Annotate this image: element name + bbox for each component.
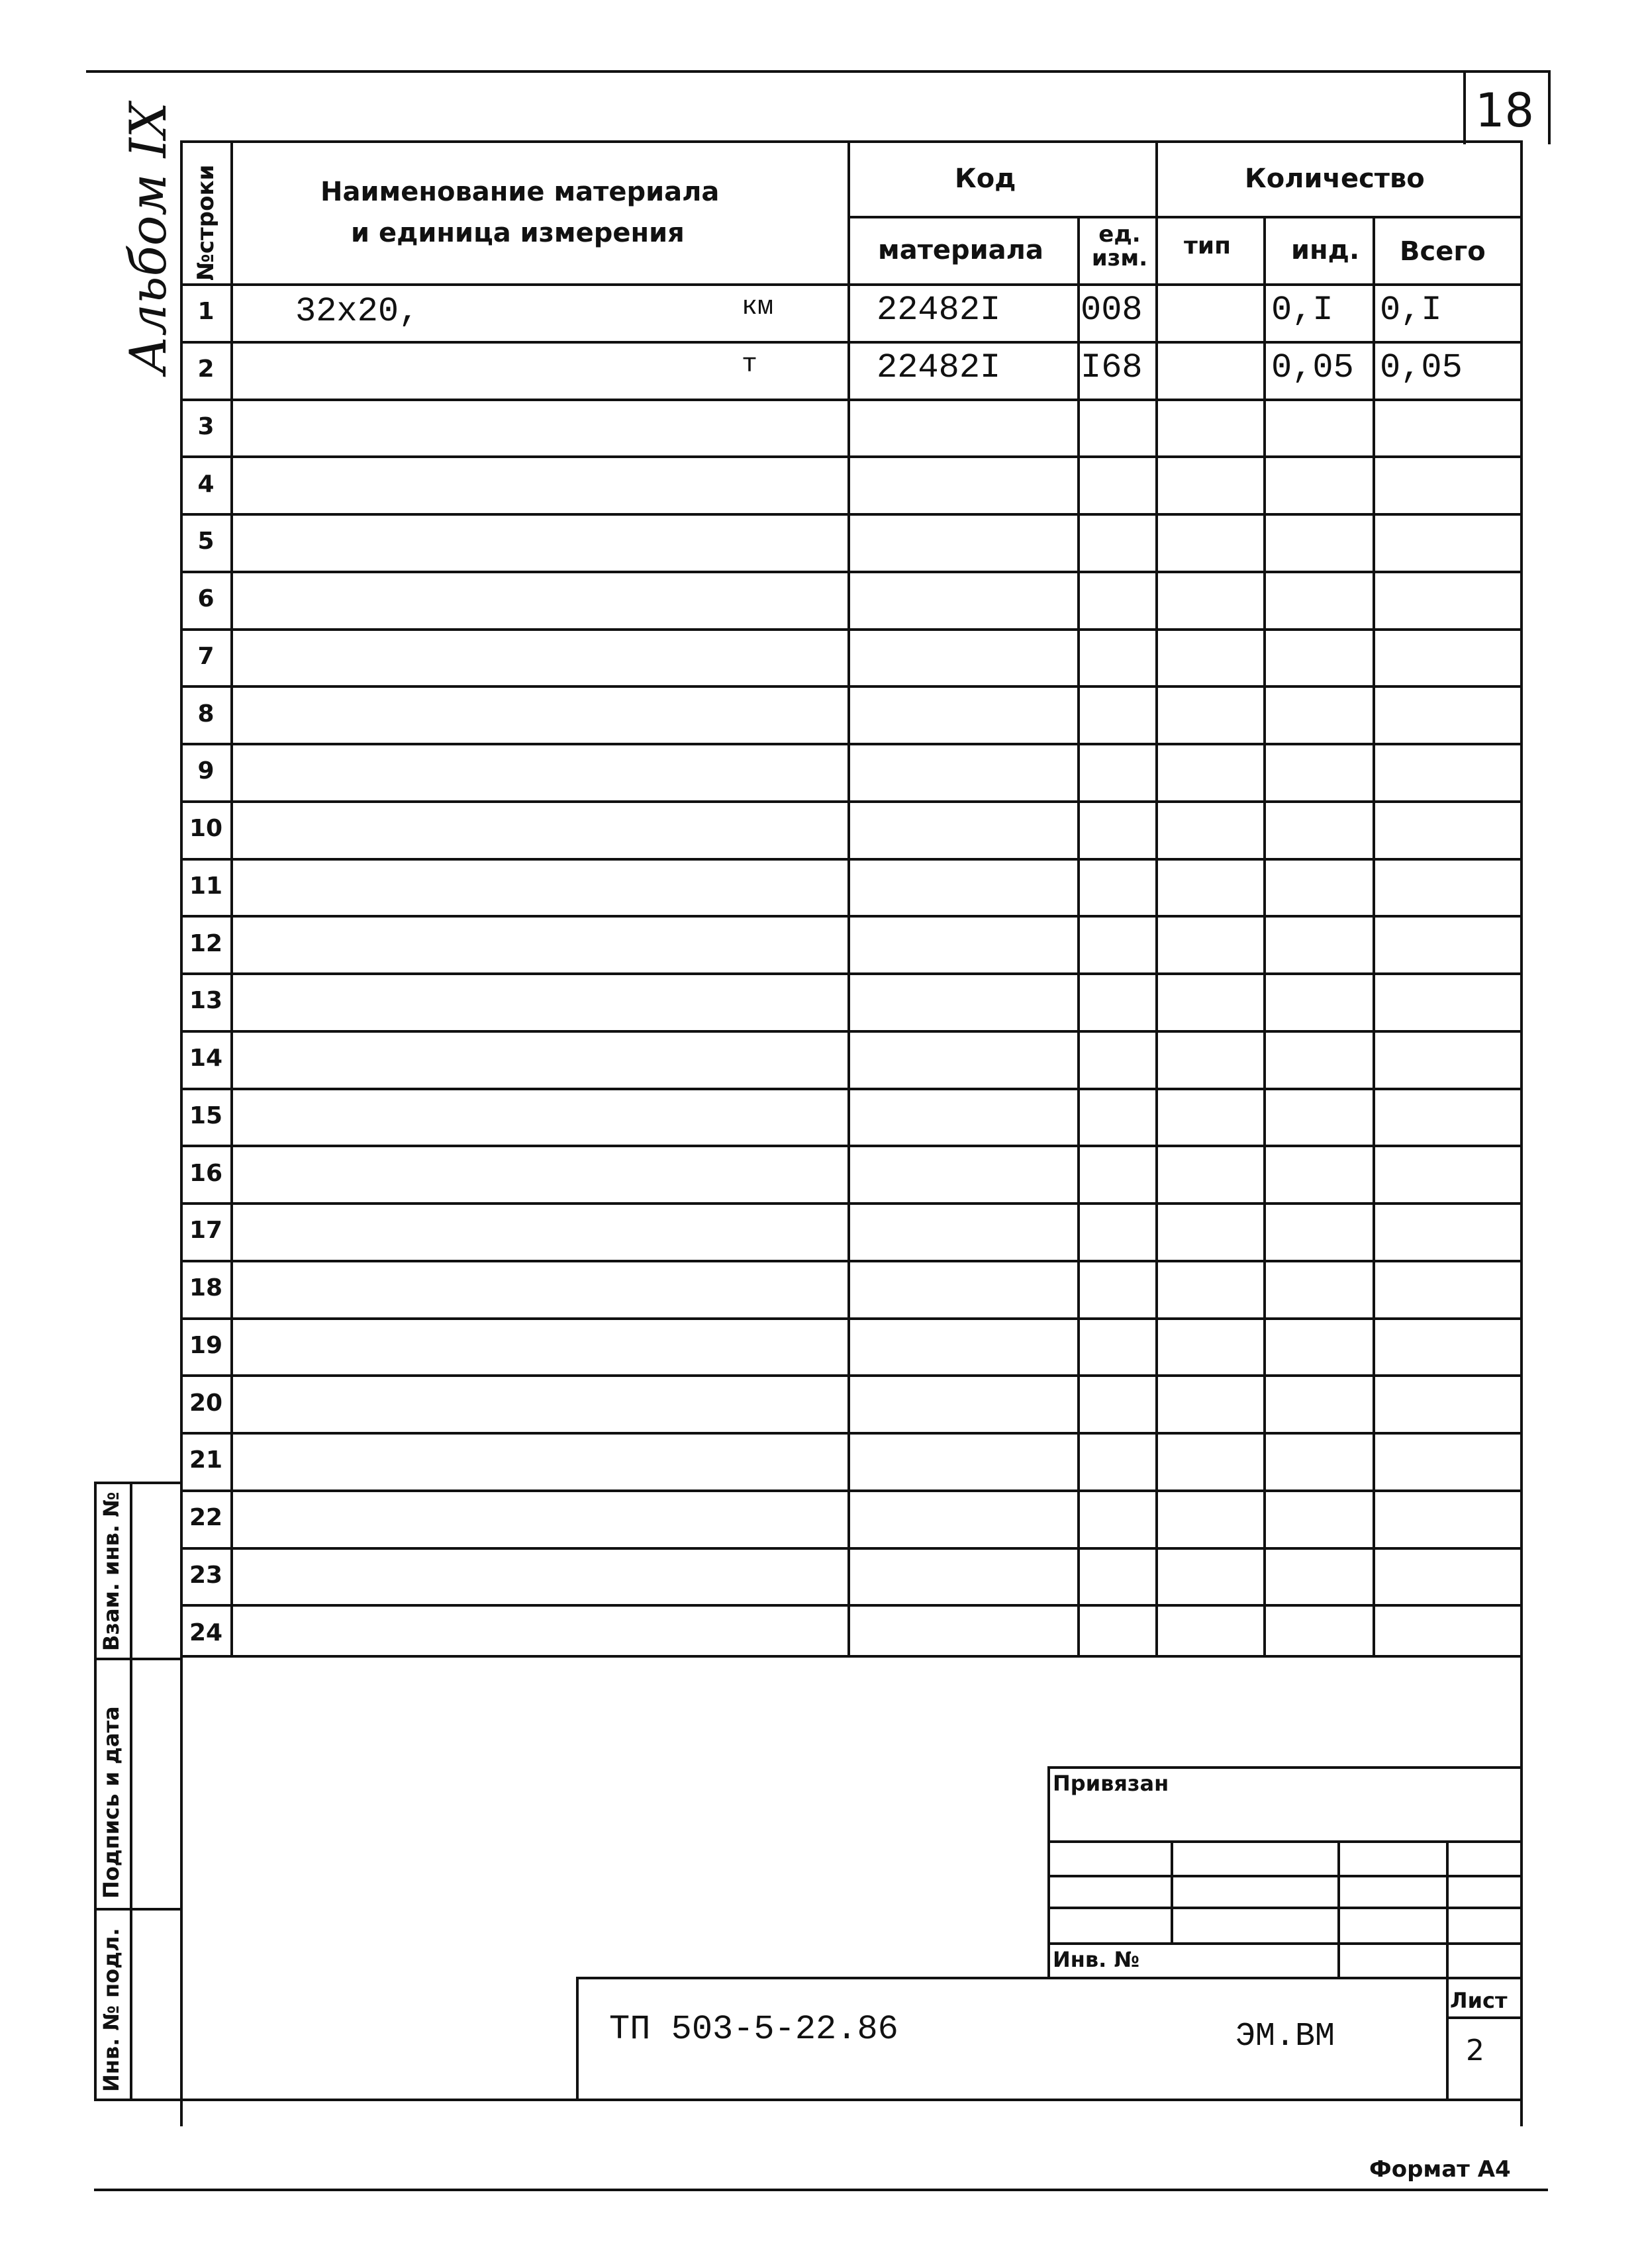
row-number: 7 <box>197 642 215 670</box>
row-separator <box>180 972 1523 975</box>
podpis-data-label: Подпись и дата <box>99 1706 124 1899</box>
table-row <box>180 1489 1523 1547</box>
row-separator <box>180 1260 1523 1262</box>
table-row <box>180 1260 1523 1317</box>
tb-col-3 <box>1446 1840 1449 2099</box>
format-label: Формат А4 <box>1369 2156 1511 2183</box>
privyazan-label: Привязан <box>1053 1771 1169 1796</box>
table-row <box>180 1088 1523 1145</box>
row-number-header: №строки <box>193 164 219 281</box>
table-row <box>180 628 1523 686</box>
table-row <box>180 283 1523 341</box>
row-qty-ind: 0,05 <box>1271 348 1354 388</box>
row-number: 12 <box>189 929 223 957</box>
row-number: 10 <box>189 815 223 843</box>
row-separator <box>180 1489 1523 1492</box>
row-number: 15 <box>189 1102 223 1129</box>
tb-line-4 <box>1047 1942 1523 1945</box>
row-number: 17 <box>189 1217 223 1245</box>
footer-line <box>94 2189 1548 2191</box>
row-number: 6 <box>197 585 215 613</box>
code-group-header: Код <box>955 164 1016 194</box>
tb-col-2 <box>1337 1840 1340 1978</box>
side-stamp-top-line <box>94 1482 183 1484</box>
table-row <box>180 1547 1523 1605</box>
tb-col-1 <box>1171 1840 1173 1942</box>
row-material-code: 22482I <box>877 348 1001 388</box>
row-number: 22 <box>189 1504 223 1532</box>
tb-sheet-line <box>1446 2016 1523 2019</box>
row-unit-code: I68 <box>1081 348 1143 388</box>
row-number: 21 <box>189 1446 223 1474</box>
row-separator <box>180 915 1523 918</box>
row-separator <box>180 1088 1523 1090</box>
row-separator <box>180 571 1523 573</box>
tb-top-line <box>1047 1766 1523 1769</box>
table-row <box>180 513 1523 571</box>
row-separator <box>180 1145 1523 1147</box>
table-row <box>180 341 1523 399</box>
ind-header: инд. <box>1291 235 1360 265</box>
table-row <box>180 571 1523 628</box>
row-number: 20 <box>189 1389 223 1417</box>
table-row <box>180 1202 1523 1260</box>
sheet-label: Лист <box>1450 1988 1508 2013</box>
row-number: 14 <box>189 1045 223 1072</box>
row-number: 2 <box>197 355 215 383</box>
row-number: 18 <box>189 1274 223 1302</box>
row-separator <box>180 341 1523 344</box>
row-number: 3 <box>197 412 215 440</box>
quantity-group-header: Количество <box>1245 164 1425 194</box>
inv-no-label: Инв. № <box>1053 1947 1139 1972</box>
page-number-box-right <box>1548 71 1551 144</box>
row-separator <box>180 455 1523 458</box>
unit-code-header: ед. изм. <box>1091 221 1148 271</box>
row-number: 4 <box>197 470 215 498</box>
table-row <box>180 399 1523 456</box>
side-stamp-left-border <box>94 1483 97 2100</box>
row-separator <box>180 628 1523 631</box>
row-unit-text: км <box>742 293 774 323</box>
table-row <box>180 1374 1523 1432</box>
row-number: 9 <box>197 757 215 785</box>
side-stamp-line-2 <box>94 1908 183 1911</box>
row-separator <box>180 1604 1523 1607</box>
row-qty-total: 0,05 <box>1380 348 1463 388</box>
row-name: 32x20, <box>295 292 420 332</box>
type-header: тип <box>1184 232 1231 260</box>
document-mark: ЭМ.ВМ <box>1235 2018 1335 2055</box>
table-row <box>180 858 1523 916</box>
album-label: Альбом IX <box>119 102 177 374</box>
side-stamp-mid-border <box>130 1483 132 2100</box>
table-row <box>180 915 1523 972</box>
row-separator <box>180 1432 1523 1435</box>
row-number: 16 <box>189 1159 223 1187</box>
row-separator <box>180 800 1523 803</box>
row-number: 11 <box>189 872 223 900</box>
row-separator <box>180 1374 1523 1377</box>
name-header-line1: Наименование материала <box>320 177 720 207</box>
row-number: 19 <box>189 1331 223 1359</box>
table-row <box>180 1030 1523 1088</box>
table-row <box>180 743 1523 800</box>
row-separator <box>180 743 1523 745</box>
row-number: 13 <box>189 987 223 1015</box>
row-qty-total: 0,I <box>1380 291 1442 330</box>
tb-main-top-line <box>576 1977 1523 1979</box>
row-separator <box>180 399 1523 401</box>
tb-line-2 <box>1047 1875 1523 1877</box>
row-separator <box>180 1317 1523 1320</box>
inv-podl-label: Инв. № подл. <box>99 1928 124 2092</box>
row-number: 5 <box>197 528 215 555</box>
table-row <box>180 1145 1523 1202</box>
row-qty-ind: 0,I <box>1271 291 1333 330</box>
table-row <box>180 972 1523 1030</box>
row-unit-code: 008 <box>1081 291 1143 330</box>
row-unit-text: т <box>742 350 758 381</box>
table-row <box>180 1317 1523 1375</box>
sheet-number: 2 <box>1466 2034 1484 2067</box>
document-code: ТП 503-5-22.86 <box>609 2010 898 2049</box>
tb-left-line <box>1047 1766 1050 1978</box>
row-separator <box>180 858 1523 861</box>
material-code-header: материала <box>878 235 1043 265</box>
name-header-line2: и единица измерения <box>351 218 685 248</box>
table-row <box>180 685 1523 743</box>
page-bottom-frame-line <box>94 2099 1523 2101</box>
tb-main-left-line <box>576 1977 579 2100</box>
table-row <box>180 455 1523 513</box>
row-separator <box>180 685 1523 688</box>
table-bottom-border <box>180 1655 1523 1658</box>
table-row <box>180 800 1523 858</box>
row-separator <box>180 1202 1523 1205</box>
page-number-box-left <box>1463 71 1466 144</box>
top-border-line <box>86 70 1551 73</box>
row-number: 8 <box>197 700 215 728</box>
total-header: Всего <box>1400 236 1486 267</box>
table-row <box>180 1432 1523 1489</box>
row-separator <box>180 1547 1523 1550</box>
row-number: 24 <box>189 1619 223 1646</box>
vzam-inv-label: Взам. инв. № <box>99 1491 124 1651</box>
row-separator <box>180 513 1523 516</box>
page-number: 18 <box>1475 83 1535 138</box>
row-separator <box>180 1030 1523 1033</box>
table-row <box>180 1604 1523 1662</box>
row-material-code: 22482I <box>877 291 1001 330</box>
row-number: 1 <box>197 298 215 326</box>
table-top-border <box>180 140 1523 143</box>
row-number: 23 <box>189 1561 223 1589</box>
tb-line-1 <box>1047 1840 1523 1843</box>
side-stamp-line-1 <box>94 1658 183 1660</box>
header-subline <box>847 216 1523 218</box>
tb-line-3 <box>1047 1907 1523 1909</box>
